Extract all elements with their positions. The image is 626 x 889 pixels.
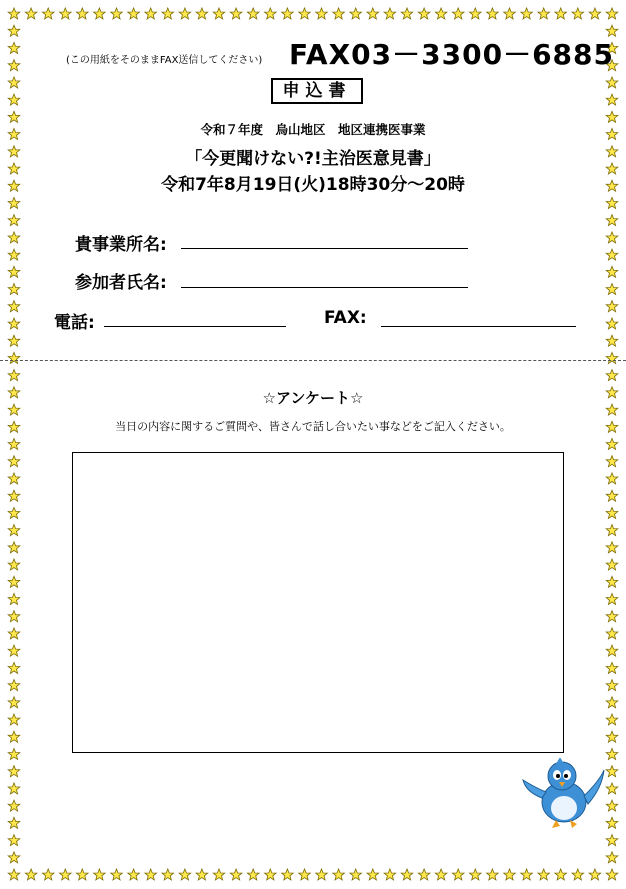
- star-icon: [606, 266, 618, 277]
- star-icon: [8, 266, 20, 277]
- star-icon: [162, 8, 174, 19]
- star-icon: [8, 8, 20, 19]
- star-icon: [606, 197, 618, 208]
- star-icon: [589, 8, 601, 19]
- star-icon: [8, 731, 20, 742]
- star-icon: [504, 869, 516, 880]
- star-icon: [538, 8, 550, 19]
- star-icon: [606, 507, 618, 518]
- star-icon: [606, 8, 618, 19]
- phone-label: 電話:: [54, 313, 95, 333]
- star-icon: [333, 869, 345, 880]
- star-icon: [179, 8, 191, 19]
- star-icon: [606, 800, 618, 811]
- star-icon: [606, 576, 618, 587]
- star-icon: [367, 869, 379, 880]
- star-icon: [111, 8, 123, 19]
- star-icon: [521, 8, 533, 19]
- star-icon: [452, 8, 464, 19]
- star-icon: [401, 869, 413, 880]
- star-icon: [316, 8, 328, 19]
- star-icon: [606, 473, 618, 484]
- star-icon: [42, 869, 54, 880]
- star-icon: [247, 8, 259, 19]
- star-icon: [230, 869, 242, 880]
- star-icon: [8, 594, 20, 605]
- star-icon: [401, 8, 413, 19]
- survey-instruction: 当日の内容に関するご質問や、皆さんで話し合いたい事などをご記入ください。: [115, 420, 511, 433]
- star-icon: [435, 8, 447, 19]
- star-icon: [8, 215, 20, 226]
- star-icon: [25, 869, 37, 880]
- star-icon: [162, 869, 174, 880]
- participant-name-field[interactable]: [181, 287, 468, 288]
- star-icon: [247, 869, 259, 880]
- star-icon: [606, 215, 618, 226]
- star-icon: [8, 645, 20, 656]
- star-icon: [94, 869, 106, 880]
- star-icon: [606, 714, 618, 725]
- cut-line: [0, 360, 626, 361]
- star-icon: [606, 525, 618, 536]
- star-icon: [282, 869, 294, 880]
- star-icon: [265, 869, 277, 880]
- star-icon: [8, 611, 20, 622]
- star-icon: [213, 869, 225, 880]
- star-icon: [606, 697, 618, 708]
- star-icon: [282, 8, 294, 19]
- star-icon: [8, 42, 20, 53]
- star-icon: [8, 232, 20, 243]
- star-icon: [572, 8, 584, 19]
- star-icon: [299, 8, 311, 19]
- star-icon: [606, 766, 618, 777]
- star-icon: [606, 559, 618, 570]
- star-icon: [384, 869, 396, 880]
- star-icon: [265, 8, 277, 19]
- star-icon: [60, 8, 72, 19]
- star-icon: [606, 835, 618, 846]
- star-icon: [8, 77, 20, 88]
- star-icon: [8, 714, 20, 725]
- program-line: 令和７年度 烏山地区 地区連携医事業: [200, 122, 426, 137]
- star-icon: [350, 869, 362, 880]
- survey-answer-box[interactable]: [72, 452, 564, 753]
- star-icon: [8, 370, 20, 381]
- star-icon: [299, 869, 311, 880]
- star-icon: [8, 525, 20, 536]
- star-icon: [77, 869, 89, 880]
- star-icon: [606, 680, 618, 691]
- star-icon: [606, 628, 618, 639]
- star-icon: [8, 835, 20, 846]
- star-icon: [367, 8, 379, 19]
- star-icon: [606, 352, 618, 363]
- star-icon: [521, 869, 533, 880]
- bird-mascot-icon: [520, 758, 606, 830]
- star-icon: [60, 869, 72, 880]
- star-icon: [606, 594, 618, 605]
- fax-number: FAX03－3300－6885: [289, 38, 614, 71]
- seminar-datetime: 令和7年8月19日(火)18時30分～20時: [161, 175, 465, 195]
- star-icon: [8, 680, 20, 691]
- star-icon: [8, 559, 20, 570]
- star-icon: [606, 783, 618, 794]
- star-icon: [606, 869, 618, 880]
- star-icon: [418, 869, 430, 880]
- star-icon: [350, 8, 362, 19]
- fax-label: FAX:: [324, 308, 367, 328]
- survey-title: ☆アンケート☆: [262, 389, 364, 407]
- star-icon: [8, 197, 20, 208]
- star-icon: [8, 507, 20, 518]
- star-icon: [8, 662, 20, 673]
- phone-field[interactable]: [104, 326, 286, 327]
- star-icon: [8, 817, 20, 828]
- star-icon: [555, 869, 567, 880]
- form-title: 申込書: [271, 78, 363, 104]
- star-icon: [8, 301, 20, 312]
- star-icon: [487, 869, 499, 880]
- star-icon: [8, 749, 20, 760]
- star-icon: [8, 869, 20, 880]
- star-icon: [606, 662, 618, 673]
- star-icon: [8, 249, 20, 260]
- star-icon: [8, 473, 20, 484]
- star-icon: [606, 370, 618, 381]
- star-icon: [196, 8, 208, 19]
- star-icon: [213, 8, 225, 19]
- star-icon: [606, 94, 618, 105]
- star-icon: [606, 542, 618, 553]
- star-icon: [606, 249, 618, 260]
- star-icon: [435, 869, 447, 880]
- star-icon: [179, 869, 191, 880]
- star-icon: [333, 8, 345, 19]
- star-icon: [196, 869, 208, 880]
- star-icon: [418, 8, 430, 19]
- star-icon: [606, 301, 618, 312]
- star-icon: [606, 335, 618, 346]
- star-icon: [128, 8, 140, 19]
- star-icon: [606, 731, 618, 742]
- star-icon: [606, 318, 618, 329]
- star-icon: [8, 60, 20, 71]
- star-icon: [128, 869, 140, 880]
- star-icon: [111, 869, 123, 880]
- star-icon: [8, 352, 20, 363]
- star-icon: [606, 749, 618, 760]
- star-icon: [606, 611, 618, 622]
- star-icon: [42, 8, 54, 19]
- star-icon: [504, 8, 516, 19]
- star-icon: [8, 852, 20, 863]
- seminar-title: 「今更聞けない?!主治医意見書」: [185, 149, 441, 169]
- star-icon: [470, 8, 482, 19]
- star-icon: [145, 869, 157, 880]
- business-name-field[interactable]: [181, 248, 468, 249]
- star-icon: [77, 8, 89, 19]
- star-icon: [8, 628, 20, 639]
- star-icon: [606, 645, 618, 656]
- star-icon: [384, 8, 396, 19]
- fax-instruction-note: (この用紙をそのままFAX送信してください): [66, 55, 263, 66]
- star-icon: [230, 8, 242, 19]
- star-icon: [538, 869, 550, 880]
- star-icon: [8, 542, 20, 553]
- star-icon: [572, 869, 584, 880]
- business-name-label: 貴事業所名:: [75, 235, 167, 255]
- star-icon: [145, 8, 157, 19]
- star-icon: [25, 8, 37, 19]
- star-icon: [606, 852, 618, 863]
- star-icon: [487, 8, 499, 19]
- star-icon: [8, 94, 20, 105]
- star-icon: [589, 869, 601, 880]
- star-icon: [606, 439, 618, 450]
- star-icon: [8, 576, 20, 587]
- star-icon: [555, 8, 567, 19]
- star-icon: [8, 25, 20, 36]
- fax-field[interactable]: [381, 326, 576, 327]
- star-icon: [606, 817, 618, 828]
- star-icon: [606, 232, 618, 243]
- star-icon: [8, 783, 20, 794]
- star-icon: [606, 77, 618, 88]
- star-icon: [8, 284, 20, 295]
- star-icon: [8, 766, 20, 777]
- star-icon: [8, 318, 20, 329]
- star-icon: [8, 490, 20, 501]
- star-icon: [316, 869, 328, 880]
- star-icon: [8, 335, 20, 346]
- star-icon: [8, 800, 20, 811]
- star-icon: [470, 869, 482, 880]
- star-icon: [8, 456, 20, 467]
- star-icon: [8, 697, 20, 708]
- star-icon: [8, 439, 20, 450]
- star-icon: [606, 490, 618, 501]
- star-icon: [94, 8, 106, 19]
- star-icon: [606, 456, 618, 467]
- star-icon: [452, 869, 464, 880]
- participant-name-label: 参加者氏名:: [75, 273, 167, 293]
- star-icon: [606, 284, 618, 295]
